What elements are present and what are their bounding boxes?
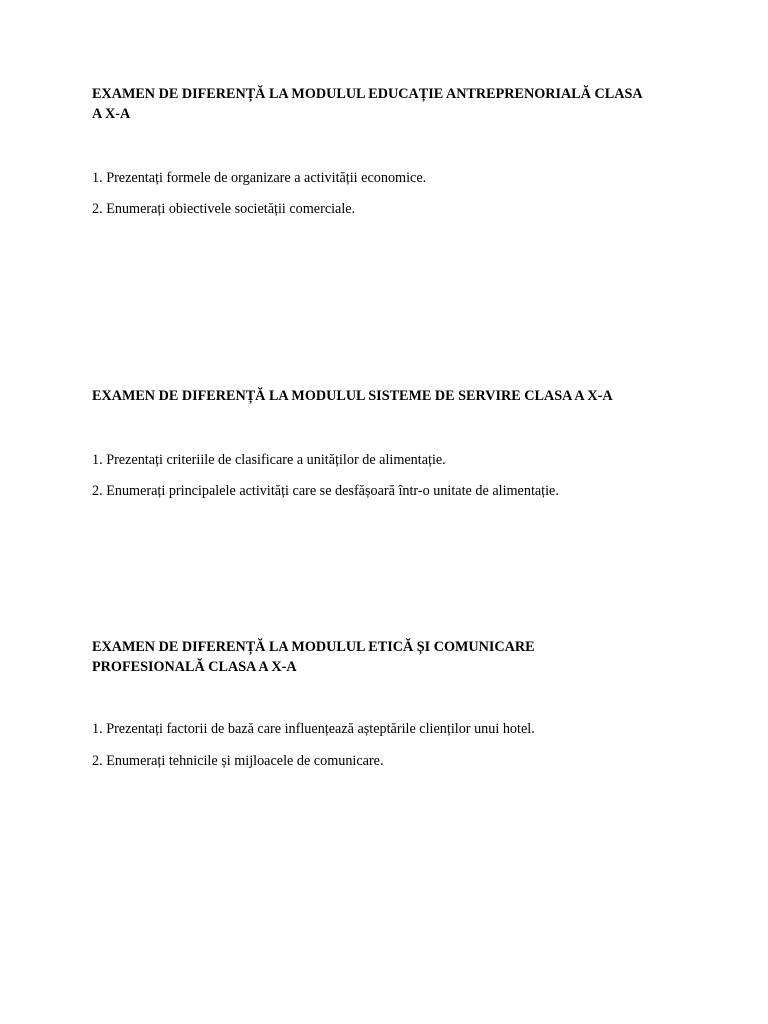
question-item: 1. Prezentați formele de organizare a activității economice. — [92, 170, 427, 186]
exam-section-ethics-communication — [92, 637, 692, 769]
question-item: 1. Prezentați factorii de bază care influențează așteptările clienților unui hotel. — [92, 721, 535, 737]
question-item: 2. Enumerați tehnicile și mijloacele de comunicare. — [92, 753, 384, 769]
section-heading: EXAMEN DE DIFERENȚĂ LA MODULUL ETICĂ ȘI COMUNICARE PROFESIONALĂ CLASA A X-A — [92, 639, 535, 675]
section-heading: EXAMEN DE DIFERENȚĂ LA MODULUL SISTEME DE SERVIRE CLASA A X-A — [92, 388, 613, 404]
question-item: 2. Enumerați obiectivele societății comerciale. — [92, 201, 356, 217]
exam-section-entrepreneurship — [92, 84, 692, 217]
section-heading: EXAMEN DE DIFERENȚĂ LA MODULUL EDUCAȚIE ANTREPRENORIALĂ CLASA A X-A — [92, 86, 642, 122]
question-item: 1. Prezentați criteriile de clasificare a unităților de alimentație. — [92, 452, 446, 468]
exam-section-service-systems — [92, 386, 692, 499]
question-item: 2. Enumerați principalele activități care se desfășoară într-o unitate de alimentație. — [92, 483, 559, 499]
